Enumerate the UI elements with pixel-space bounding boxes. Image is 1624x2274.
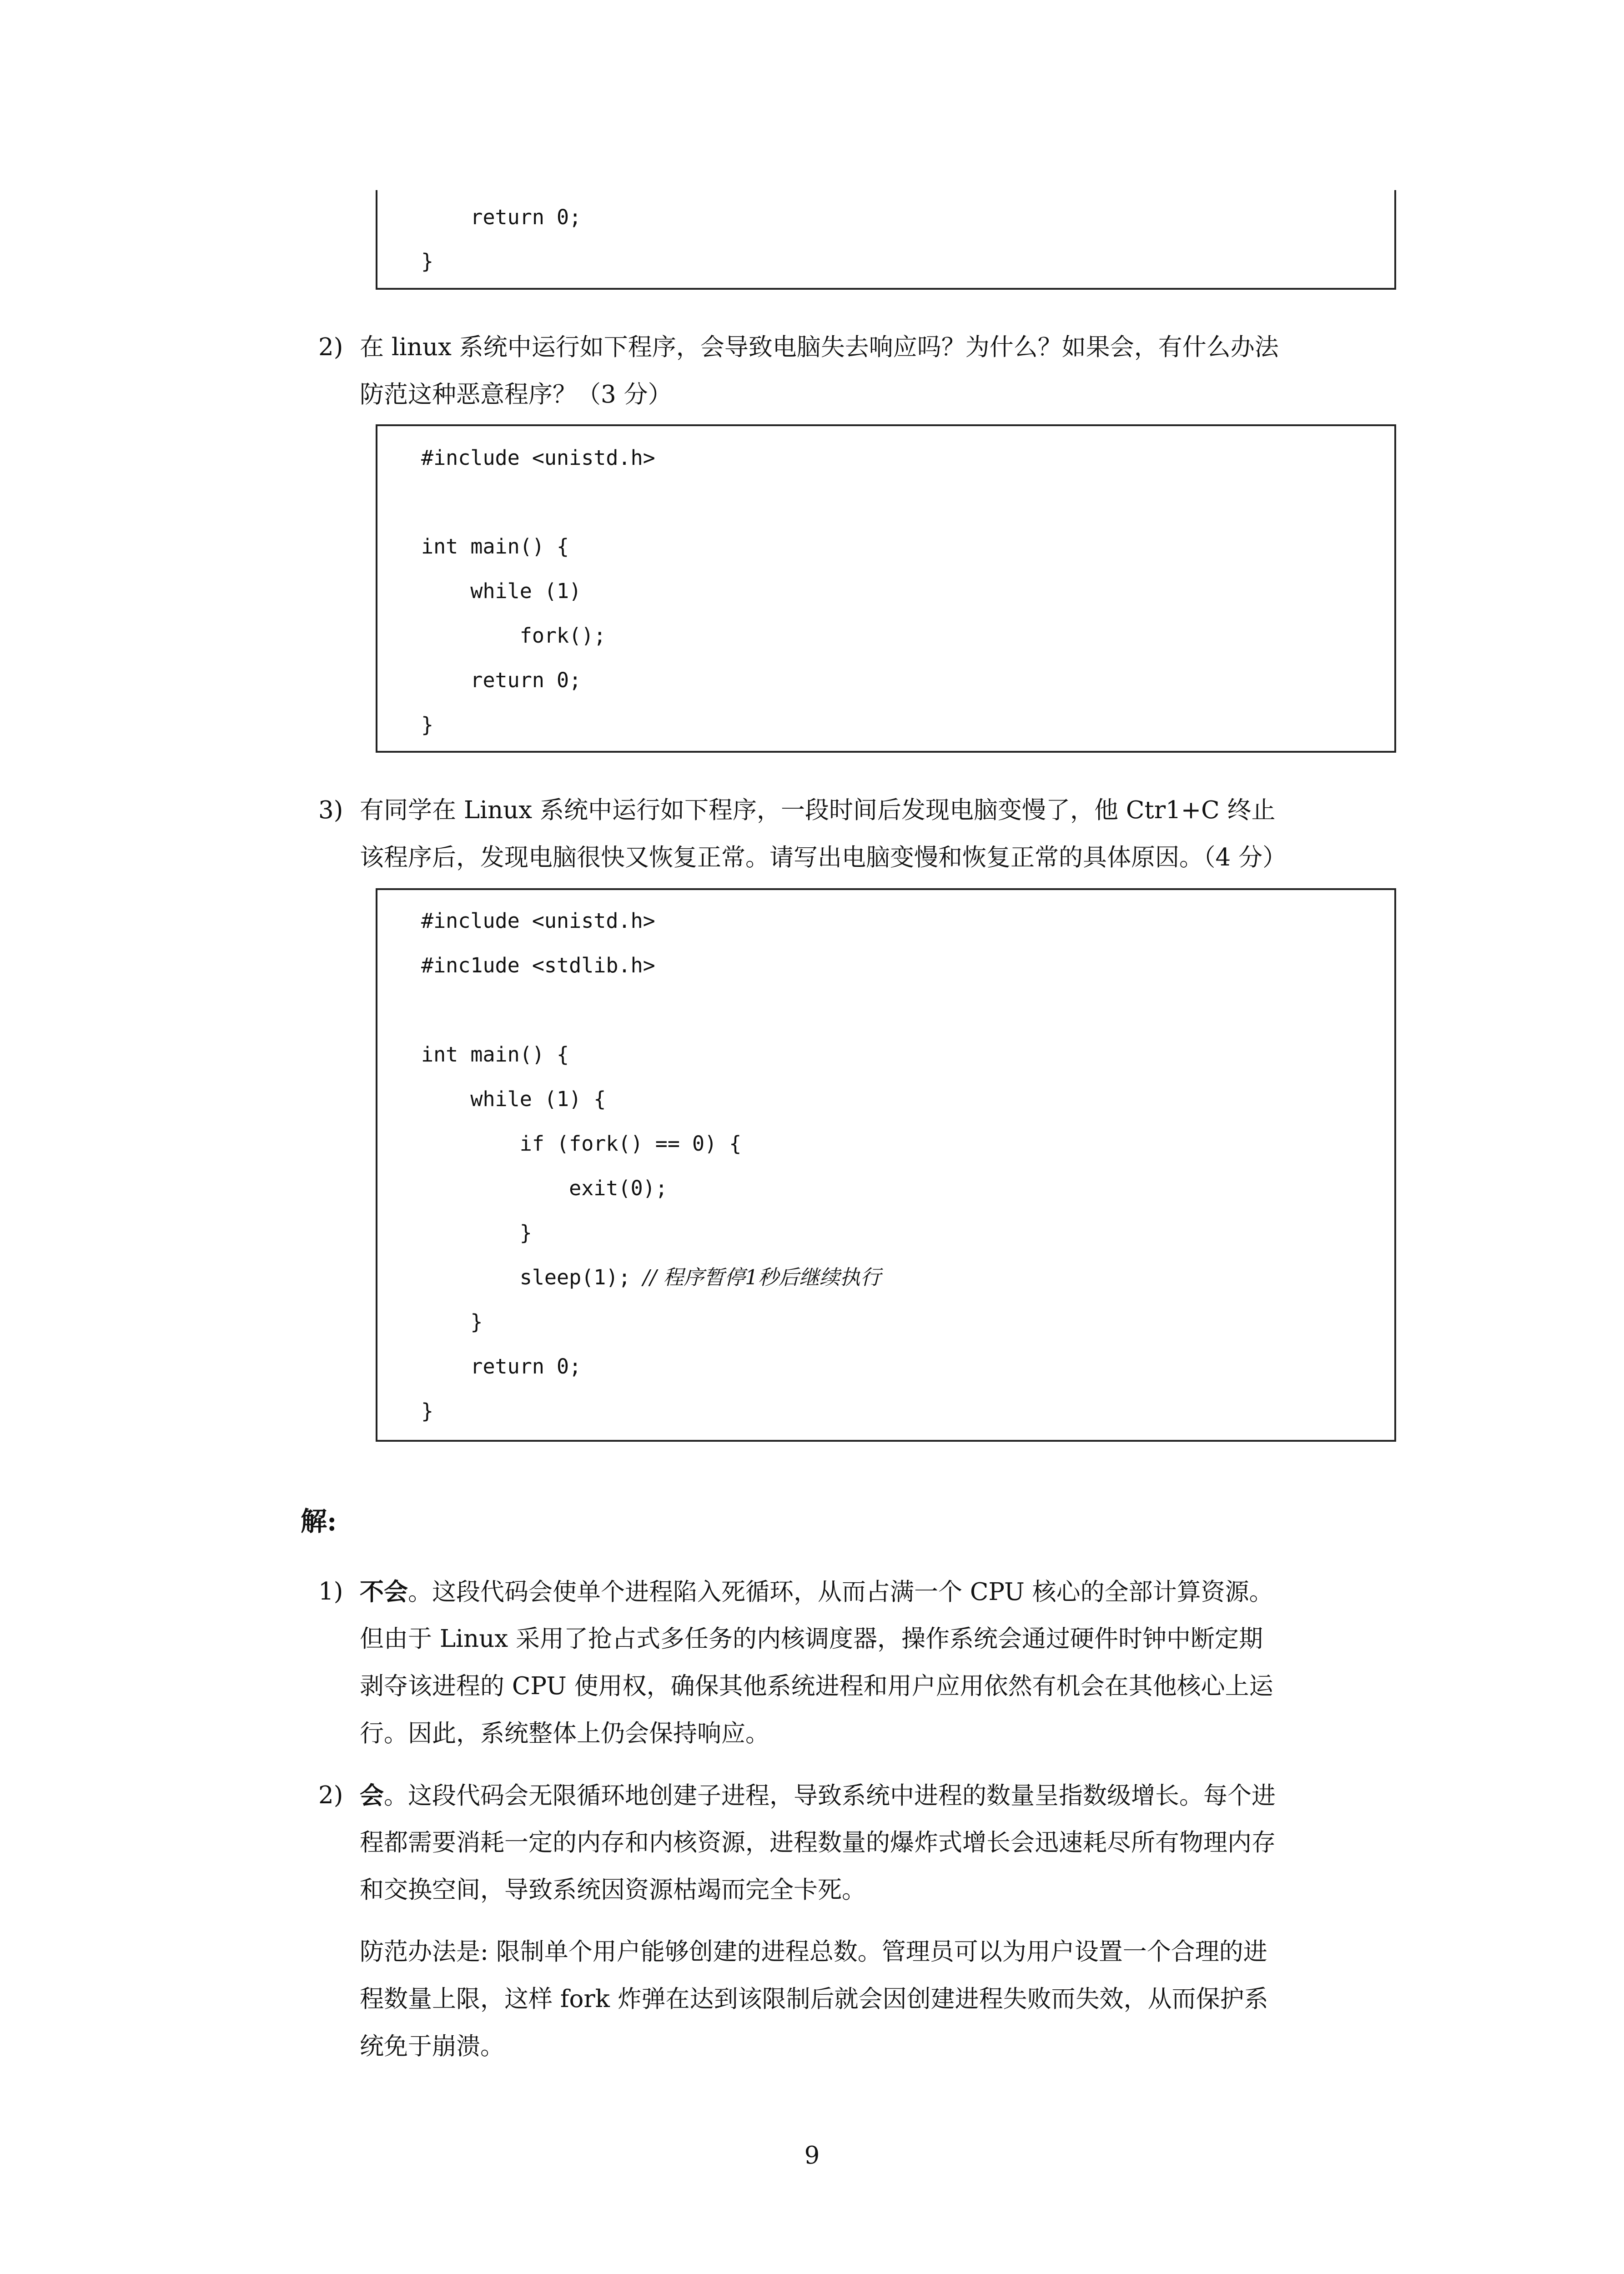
code-block-question-3 [376, 888, 1396, 1442]
answer-1-lead: 不会 [360, 1578, 408, 1606]
code-line: fork(); [421, 624, 606, 648]
code-line: int main() { [421, 534, 569, 558]
answer-1-text: 。这段代码会使单个进程陷入死循环，从而占满一个 CPU 核心的全部计算资源。 [408, 1578, 1273, 1606]
code-line: } [421, 1221, 532, 1245]
answer-2-lead: 会 [360, 1781, 384, 1810]
code-comment: // 程序暂停1秒后继续执行 [643, 1265, 881, 1289]
question-number: 2) [318, 333, 343, 361]
answer-2-defense-line-1: 防范办法是: 限制单个用户能够创建的进程总数。管理员可以为用户设置一个合理的进 [360, 1938, 1267, 1966]
code-line: } [421, 1399, 434, 1423]
answer-2-defense-line-2: 程数量上限，这样 fork 炸弹在达到该限制后就会因创建进程失败而失效，从而保护系 [360, 1985, 1268, 2013]
answer-2-defense-line-3: 统免于崩溃。 [360, 2033, 504, 2060]
code-line: } [421, 1310, 483, 1334]
solution-heading: 解: [301, 1506, 337, 1537]
question-3-text-line-1: 有同学在 Linux 系统中运行如下程序，一段时间后发现电脑变慢了，他 Ctr1+C 终止 [360, 796, 1276, 824]
answer-number: 2) [318, 1781, 343, 1809]
question-2-text-line-1: 在 linux 系统中运行如下程序，会导致电脑失去响应吗？为什么？如果会，有什么办法 [360, 333, 1279, 361]
answer-1-line-2: 但由于 Linux 采用了抢占式多任务的内核调度器，操作系统会通过硬件时钟中断定期 [360, 1625, 1263, 1653]
code-block-question-2 [376, 424, 1396, 753]
code-line [421, 1264, 881, 1291]
code-line: int main() { [421, 1042, 569, 1067]
code-line: #inc1ude <stdlib.h> [421, 953, 655, 977]
code-line: if (fork() == 0) { [421, 1132, 742, 1156]
answer-2-line-2: 程都需要消耗一定的内存和内核资源，进程数量的爆炸式增长会迅速耗尽所有物理内存 [360, 1829, 1276, 1856]
code-text: sleep(1); [421, 1265, 643, 1289]
code-line: #include <unistd.h> [421, 909, 655, 933]
question-2-text-line-2: 防范这种恶意程序？（3 分） [360, 381, 672, 408]
code-line: } [421, 249, 434, 273]
page-number: 9 [804, 2142, 820, 2169]
code-line: return 0; [421, 1354, 582, 1378]
answer-2-line-3: 和交换空间，导致系统因资源枯竭而完全卡死。 [360, 1876, 866, 1904]
code-line: return 0; [421, 668, 582, 692]
question-number: 3) [318, 796, 343, 824]
answer-number: 1) [318, 1578, 343, 1605]
code-line: #include <unistd.h> [421, 446, 655, 470]
code-line: while (1) [421, 579, 582, 603]
answer-1-line-4: 行。因此，系统整体上仍会保持响应。 [360, 1720, 769, 1747]
code-line: exit(0); [421, 1176, 668, 1200]
code-block-continued [376, 190, 1396, 290]
question-3-text-line-2: 该程序后，发现电脑很快又恢复正常。请写出电脑变慢和恢复正常的具体原因。（4 分） [360, 844, 1287, 871]
code-line: } [421, 713, 434, 737]
answer-2-text: 。这段代码会无限循环地创建子进程，导致系统中进程的数量呈指数级增长。每个进 [384, 1782, 1276, 1810]
answer-1-line-3: 剥夺该进程的 CPU 使用权，确保其他系统进程和用户应用依然有机会在其他核心上运 [360, 1672, 1273, 1700]
code-line: while (1) { [421, 1087, 606, 1111]
answer-1-line-1 [360, 1568, 1399, 1616]
answer-2-line-1 [360, 1772, 1399, 1820]
code-line: return 0; [421, 205, 582, 229]
